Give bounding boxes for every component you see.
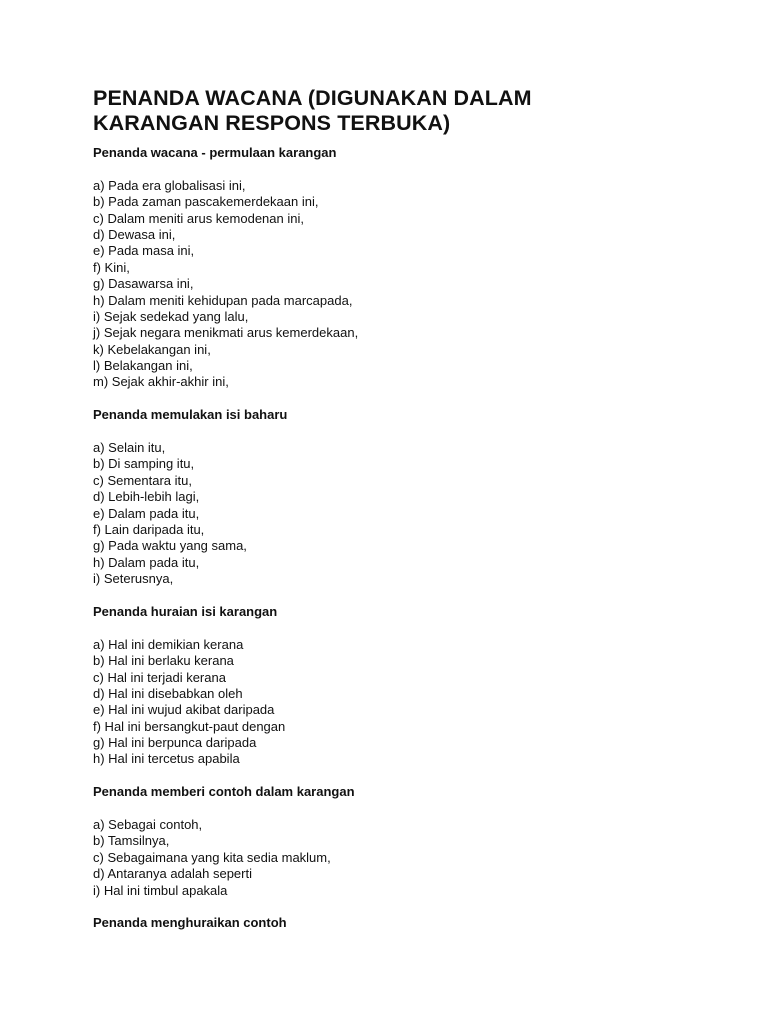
list-item: g) Dasawarsa ini, (93, 276, 194, 292)
blank-line (93, 620, 768, 636)
section (93, 604, 768, 784)
list-item: a) Pada era globalisasi ini, (93, 177, 246, 193)
section-heading: Penanda wacana - permulaan karangan (93, 145, 337, 160)
list-item: d) Lebih-lebih lagi, (93, 489, 200, 505)
list-item: b) Pada zaman pascakemerdekaan ini, (93, 194, 319, 210)
item-list (93, 817, 768, 899)
list-item: i) Seterusnya, (93, 571, 174, 587)
item-list (93, 440, 768, 588)
list-item: d) Hal ini disebabkan oleh (93, 685, 243, 701)
list-item: b) Di samping itu, (93, 456, 195, 472)
list-item: a) Sebagai contoh, (93, 817, 203, 833)
blank-line (93, 588, 768, 604)
blank-line (93, 161, 768, 177)
list-item: i) Sejak sedekad yang lalu, (93, 308, 249, 324)
section (93, 784, 768, 915)
list-item: c) Sebagaimana yang kita sedia maklum, (93, 849, 331, 865)
list-item: f) Kini, (93, 259, 130, 275)
list-item: j) Sejak negara menikmati arus kemerdekaan, (93, 325, 359, 341)
list-item: d) Dewasa ini, (93, 226, 176, 242)
section (93, 407, 768, 604)
section-heading: Penanda huraian isi karangan (93, 603, 278, 619)
list-item: g) Pada waktu yang sama, (93, 538, 247, 554)
section (93, 915, 768, 931)
list-item: e) Pada masa ini, (93, 243, 195, 259)
list-item: b) Hal ini berlaku kerana (93, 653, 234, 669)
list-item: b) Tamsilnya, (93, 833, 170, 849)
blank-line (93, 899, 768, 915)
list-item: k) Kebelakangan ini, (93, 341, 211, 357)
list-item: e) Dalam pada itu, (93, 505, 200, 521)
list-item: f) Hal ini bersangkut-paut dengan (93, 718, 286, 734)
list-item: i) Hal ini timbul apakala (93, 882, 228, 898)
blank-line (93, 768, 768, 784)
blank-line (93, 801, 768, 817)
list-item: f) Lain daripada itu, (93, 521, 205, 537)
list-item: g) Hal ini berpunca daripada (93, 735, 257, 751)
list-item: c) Sementara itu, (93, 472, 192, 488)
item-list (93, 178, 768, 391)
section (93, 145, 768, 407)
list-item: m) Sejak akhir-akhir ini, (93, 374, 229, 390)
document-title (93, 86, 768, 136)
list-item: c) Hal ini terjadi kerana (93, 669, 226, 685)
blank-line (93, 391, 768, 407)
section-heading: Penanda memberi contoh dalam karangan (93, 784, 355, 800)
list-item: h) Dalam pada itu, (93, 554, 200, 570)
section-heading: Penanda memulakan isi baharu (93, 407, 288, 423)
list-item: h) Hal ini tercetus apabila (93, 751, 240, 767)
list-item: a) Hal ini demikian kerana (93, 636, 244, 652)
list-item: a) Selain itu, (93, 440, 166, 456)
section-heading: Penanda menghuraikan contoh (93, 915, 287, 931)
blank-line (93, 424, 768, 440)
document-title-line-1: PENANDA WACANA (DIGUNAKAN DALAM (93, 86, 532, 110)
list-item: c) Dalam meniti arus kemodenan ini, (93, 210, 304, 226)
sections-container (93, 145, 768, 932)
list-item: h) Dalam meniti kehidupan pada marcapada, (93, 292, 353, 308)
list-item: l) Belakangan ini, (93, 358, 193, 374)
item-list (93, 637, 768, 768)
document-title-line-2: KARANGAN RESPONS TERBUKA) (93, 111, 451, 135)
list-item: e) Hal ini wujud akibat daripada (93, 702, 275, 718)
list-item: d) Antaranya adalah seperti (93, 866, 252, 882)
